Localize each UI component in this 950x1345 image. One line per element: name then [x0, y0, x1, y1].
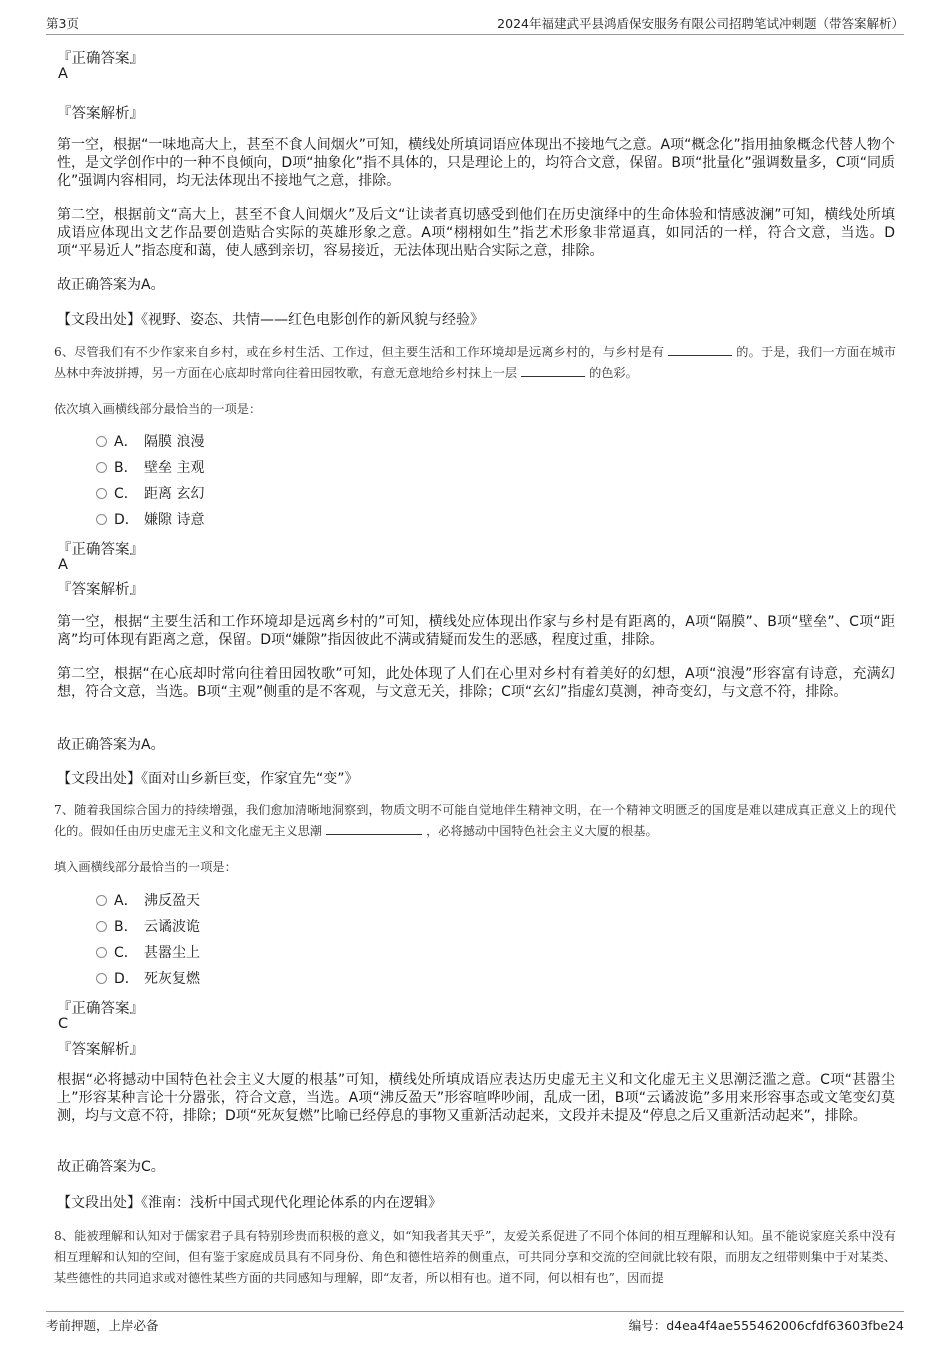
question-stem [54, 342, 896, 384]
correct-answer-value: C [58, 1016, 69, 1032]
option-text: 壁垒 主观 [144, 460, 205, 476]
option-text: 隔膜 浪漫 [144, 434, 205, 450]
radio-icon[interactable] [96, 947, 107, 958]
analysis-paragraph: 第二空，根据前文“高大上，甚至不食人间烟火”及后文“让读者真切感受到他们在历史演绎中的生命体验和情感波澜”可知，横线处所填成语应体现出文艺作品要创造贴合实际的英雄形象之意。A项“栩栩如生”指艺术形象非常逼真，如同活的一样，符合文意，当选。D项“平易近人”指态度和蔼，使人感到亲切，容易接近，无法体现出贴合实际之意，排除。 [57, 207, 895, 259]
option-d[interactable] [96, 510, 204, 530]
conclusion: 故正确答案为C。 [57, 1159, 165, 1175]
option-text: 距离 玄幻 [144, 486, 205, 502]
option-text: 云谲波诡 [144, 919, 200, 935]
page-header [46, 12, 904, 35]
option-text: 沸反盈天 [144, 893, 200, 909]
option-text: 嫌隙 诗意 [144, 512, 205, 528]
source-citation: 【文段出处】《淮南：浅析中国式现代化理论体系的内在逻辑》 [57, 1195, 442, 1211]
conclusion: 故正确答案为A。 [57, 277, 165, 293]
radio-icon[interactable] [96, 973, 107, 984]
question-prompt: 依次填入画横线部分最恰当的一项是： [54, 402, 262, 416]
option-letter: B． [114, 919, 138, 935]
source-citation: 【文段出处】《面对山乡新巨变，作家宜先“变”》 [57, 771, 359, 787]
page-footer [46, 1311, 904, 1334]
option-text: 甚嚣尘上 [144, 945, 200, 961]
question-prompt: 填入画横线部分最恰当的一项是： [54, 860, 237, 874]
question-text: 的。于是，我们一方面在城市丛林中奔波拼搏，另一方面在心底却时常向往着田园牧歌，有意无意地给乡村抹上一层 [54, 345, 896, 380]
option-d[interactable] [96, 969, 200, 989]
analysis-label: 『答案解析』 [57, 1042, 144, 1058]
document-code: 编号：d4ea4f4ae555462006cfdf63603fbe24 [628, 1318, 904, 1333]
page-number: 第3页 [46, 16, 79, 31]
radio-icon[interactable] [96, 895, 107, 906]
option-text: 死灰复燃 [144, 971, 200, 987]
answer-blank [668, 343, 732, 356]
option-c[interactable] [96, 943, 200, 963]
correct-answer-value: A [58, 557, 68, 573]
analysis-paragraph: 第一空，根据“一味地高大上，甚至不食人间烟火”可知，横线处所填词语应体现出不接地气之意。A项“概念化”指用抽象概念代替人物个性，是文学创作中的一种不良倾向，D项“抽象化”指不具体的，只是理论上的，均符合文意，保留。B项“批量化”强调数量多，C项“同质化”强调内容相同，均无法体现出不接地气之意，排除。 [57, 137, 895, 189]
option-letter: A． [114, 434, 138, 450]
option-letter: B． [114, 460, 138, 476]
analysis-label: 『答案解析』 [57, 106, 144, 122]
analysis-paragraph: 根据“必将撼动中国特色社会主义大厦的根基”可知，横线处所填成语应表达历史虚无主义和文化虚无主义思潮泛滥之意。C项“甚嚣尘上”形容某种言论十分嚣张，符合文意，当选。A项“沸反盈天”形容喧哗吵闹，乱成一团，B项“云谲波诡”多用来形容事态或文笔变幻莫测，均与文意不符，排除；D项“死灰复燃”比喻已经停息的事物又重新活动起来，文段并未提及“停息之后又重新活动起来”，排除。 [57, 1072, 895, 1124]
option-b[interactable] [96, 458, 204, 478]
conclusion: 故正确答案为A。 [57, 737, 165, 753]
correct-answer-label: 『正确答案』 [57, 51, 144, 67]
question-text: 6、尽管我们有不少作家来自乡村，或在乡村生活、工作过，但主要生活和工作环境却是远离乡村的，与乡村是有 [54, 345, 665, 359]
option-letter: C． [114, 945, 138, 961]
option-letter: C． [114, 486, 138, 502]
analysis-paragraph: 第一空，根据“主要生活和工作环境却是远离乡村的”可知，横线处应体现出作家与乡村是有距离的，A项“隔膜”、B项“壁垒”、C项“距离”均可体现有距离之意，保留。D项“嫌隙”指因彼此不满或猜疑而发生的恶感，程度过重，排除。 [57, 614, 895, 648]
source-citation: 【文段出处】《视野、姿态、共情——红色电影创作的新风貌与经验》 [57, 312, 484, 328]
radio-icon[interactable] [96, 921, 107, 932]
option-c[interactable] [96, 484, 204, 504]
answer-blank [521, 364, 585, 377]
option-a[interactable] [96, 432, 204, 452]
question-stem [54, 800, 896, 842]
option-letter: D． [114, 512, 139, 528]
footer-slogan: 考前押题，上岸必备 [46, 1318, 159, 1333]
radio-icon[interactable] [96, 488, 107, 499]
radio-icon[interactable] [96, 462, 107, 473]
question-text: 7、随着我国综合国力的持续增强，我们愈加清晰地洞察到，物质文明不可能自觉地伴生精神文明，在一个精神文明匮乏的国度是难以建成真正意义上的现代化的。假如任由历史虚无主义和文化虚无主义思潮 [54, 803, 896, 838]
question-text: 的色彩。 [589, 366, 638, 380]
radio-icon[interactable] [96, 514, 107, 525]
analysis-label: 『答案解析』 [57, 582, 144, 598]
correct-answer-label: 『正确答案』 [57, 1001, 144, 1017]
analysis-paragraph: 第二空，根据“在心底却时常向往着田园牧歌”可知，此处体现了人们在心里对乡村有着美好的幻想，A项“浪漫”形容富有诗意，充满幻想，符合文意，当选。B项“主观”侧重的是不客观，与文意无关，排除；C项“玄幻”指虚幻莫测，神奇变幻，与文意不符，排除。 [57, 666, 895, 700]
document-title: 2024年福建武平县鸿盾保安服务有限公司招聘笔试冲刺题（带答案解析） [497, 16, 904, 31]
option-letter: D． [114, 971, 139, 987]
option-letter: A． [114, 893, 138, 909]
question-stem: 8、能被理解和认知对于儒家君子具有特别珍贵而积极的意义，如“知我者其天乎”，友爱关系促进了不同个体间的相互理解和认知。虽不能说家庭关系中没有相互理解和认知的空间，但有鉴于家庭成员具有不同身份、角色和德性培养的侧重点，可共同分享和交流的空间就比较有限，而朋友之纽带则集中于对某类、某些德性的共同追求或对德性某些方面的共同感知与理解，即“友者，所以相有也。道不同，何以相有也”，因而提 [54, 1229, 896, 1285]
question-text: ，必将撼动中国特色社会主义大厦的根基。 [426, 824, 658, 838]
answer-blank [326, 822, 422, 835]
option-a[interactable] [96, 891, 200, 911]
correct-answer-label: 『正确答案』 [57, 542, 144, 558]
option-b[interactable] [96, 917, 200, 937]
correct-answer-value: A [58, 66, 68, 82]
radio-icon[interactable] [96, 436, 107, 447]
